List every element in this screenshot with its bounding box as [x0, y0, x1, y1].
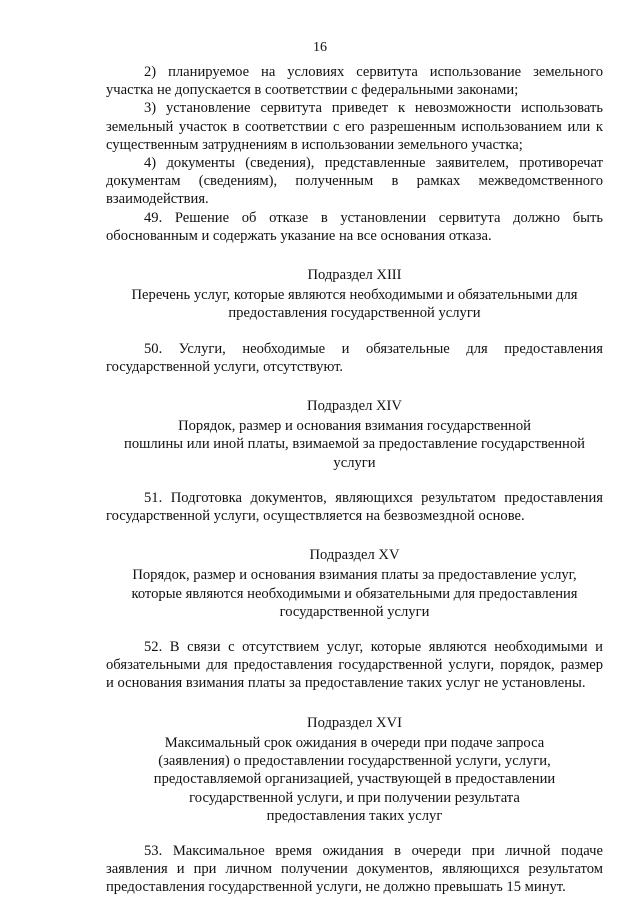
title-line: Порядок, размер и основания взимания государственной [178, 418, 531, 435]
section-title [106, 286, 603, 322]
section-heading: Подраздел XIII [307, 267, 402, 284]
section-title [106, 566, 603, 621]
title-line: государственной услуги, и при получении результата [189, 789, 520, 806]
section-title [106, 734, 603, 825]
section-paragraph [106, 340, 603, 376]
list-item [106, 99, 603, 154]
text-line: государственной услуги, отсутствуют. [106, 358, 344, 375]
text-line: 50. Услуги, необходимые и обязательные для предоставления [144, 340, 603, 357]
section-title [106, 417, 603, 472]
text-line: обязательными для предоставления государственной услуги, порядок, размер [106, 657, 603, 674]
document-body [106, 63, 603, 897]
text-line: 53. Максимальное время ожидания в очереди при личной подаче [144, 842, 603, 859]
text-line: государственной услуги, осуществляется на безвозмездной основе. [106, 508, 525, 525]
text-line: 52. В связи с отсутствием услуг, которые являются необходимыми и [144, 639, 603, 656]
title-line: предоставления таких услуг [266, 807, 443, 824]
title-line: Максимальный срок ожидания в очереди при подаче запроса [164, 734, 545, 751]
section-heading: Подраздел XVI [307, 714, 402, 731]
list-item [106, 63, 603, 99]
text-line: участка не допускается в соответствии с федеральными законами; [106, 82, 519, 99]
text-line: 49. Решение об отказе в установлении сервитута должно быть [144, 209, 603, 226]
section-paragraph [106, 842, 603, 897]
title-line: которые являются необходимыми и обязательными для предоставления [131, 585, 578, 602]
page-number: 16 [313, 40, 327, 55]
title-line: услуги [333, 454, 376, 471]
title-line: государственной услуги [279, 603, 430, 620]
title-line: предоставления государственной услуги [228, 305, 481, 322]
text-line: предоставления государственной услуги, не должно превышать 15 минут. [106, 879, 566, 896]
section-paragraph [106, 489, 603, 525]
text-line: 4) документы (сведения), представленные заявителем, противоречат [144, 155, 603, 172]
section-heading: Подраздел XV [309, 547, 400, 564]
text-line: обоснованным и содержать указание на все основания отказа. [106, 227, 492, 244]
text-line: земельный участок в соответствии с его разрешенным использованием или к [106, 118, 603, 135]
title-line: (заявления) о предоставлении государственной услуги, услуги, [158, 753, 551, 770]
section-heading: Подраздел XIV [307, 398, 402, 415]
list-item [106, 209, 603, 245]
title-line: Перечень услуг, которые являются необходимыми и обязательными для [131, 287, 578, 304]
text-line: 2) планируемое на условиях сервитута использование земельного [144, 64, 603, 80]
list-item [106, 154, 603, 209]
text-line: заявления и при личном получении документов, являющихся результатом [106, 861, 603, 878]
title-line: предоставляемой организацией, участвующей в предоставлении [153, 771, 556, 788]
title-line: Порядок, размер и основания взимания платы за предоставление услуг, [132, 567, 577, 584]
title-line: пошлины или иной платы, взимаемой за предоставление государственной [124, 436, 585, 453]
text-line: 3) установление сервитута приведет к невозможности использовать [144, 100, 603, 117]
text-line: существенным затруднениям в использовании земельного участка; [106, 136, 523, 153]
text-line: взаимодействия. [106, 191, 209, 208]
text-line: и основания взимания платы за предоставление таких услуг не установлены. [106, 675, 586, 692]
text-line: 51. Подготовка документов, являющихся результатом предоставления [144, 489, 603, 506]
section-paragraph [106, 638, 603, 693]
text-line: документам (сведениям), полученным в рамках межведомственного [106, 173, 603, 190]
